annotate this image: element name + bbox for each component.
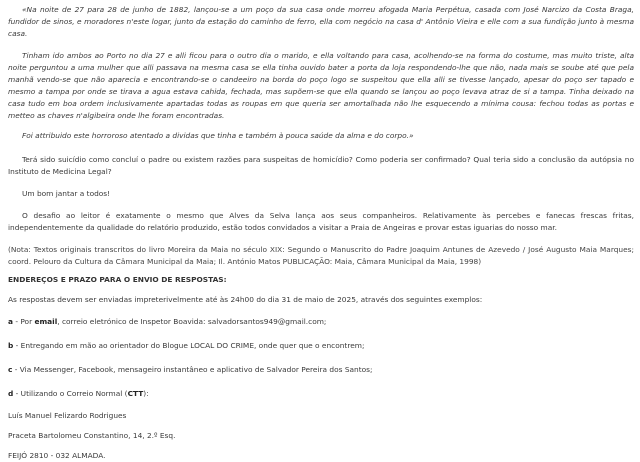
story-paragraph-1: «Na noite de 27 para 28 de junho de 1882, lançou-se a um poço da sua casa onde morreu afogada Maria Perpétua, casada com José Narcizo da Costa Braga, fundidor de sinos, e moradores n'este logar, junto da estação do caminho de ferro, ella com negócio na casa d' Antônio Vieira e elle com a sua fundição junto à mesma casa.: [8, 5, 634, 38]
greeting: Um bom jantar a todos!: [22, 189, 111, 198]
option-b-text: - Entregando em mão ao orientador do Blogue LOCAL DO CRIME, onde quer que o encontrem;: [13, 341, 365, 350]
option-d: [8, 388, 634, 400]
option-c: [8, 364, 634, 376]
challenge-paragraph: O desafio ao leitor é exatamente o mesmo que Alves da Selva lança aos seus companheiros. Relativamente às percebes e fanecas frescas fritas, independentemente da qualidade do relatório produzido, estão todos convidados a visitar a Praia de Angeiras e provar estas iguarias do nosso mar.: [8, 211, 634, 232]
option-b-letter: b: [8, 341, 14, 350]
question-paragraph: Terá sido suicídio como concluí o padre ou existem razões para suspeitas de homicídio? Como poderia ser confirmado? Qual teria sido a conclusão da autópsia no Instituto de Medicina Legal?: [8, 155, 634, 176]
option-a-letter: a: [8, 317, 13, 326]
option-d-post: ):: [143, 389, 149, 398]
option-d-pre: - Utilizando o Correio Normal (: [13, 389, 128, 398]
option-d-letter: d: [8, 389, 14, 398]
source-note: (Nota: Textos originais transcritos do livro Moreira da Maia no século XIX: Segundo o Manuscrito do Padre Joaquim Antunes de Azevedo / José Augusto Maia Marques; coord. Pelouro da Cultura da Câmara Municipal da Maia; Il. António Matos PUBLICAÇÃO: Maia, Câmara Municipal da Maia, 1998): [8, 245, 634, 266]
option-b: [8, 340, 634, 352]
address-name: Luís Manuel Felizardo Rodrigues: [8, 411, 127, 420]
blog-post-body: [0, 4, 640, 458]
story-paragraph-3: Foi attribuido este horroroso atentado a dividas que tinha e também à pouca saúde da alma e do corpo.»: [22, 131, 414, 140]
option-a-email-text[interactable]: , correio eletrónico de Inspetor Boavida: salvadorsantos949@gmail.com;: [57, 317, 327, 326]
submission-intro: As respostas devem ser enviadas impreterivelmente até às 24h00 do dia 31 de maio de 2025, através dos seguintes exemplos:: [8, 295, 483, 304]
option-a: [8, 316, 634, 328]
option-d-ctt: CTT: [127, 389, 144, 398]
option-a-email-word: email: [34, 317, 58, 326]
address-street: Praceta Bartolomeu Constantino, 14, 2.º Esq.: [8, 431, 176, 440]
address-city: FEIJÓ 2810 - 032 ALMADA.: [8, 451, 106, 460]
story-paragraph-2: Tinham ido ambos ao Porto no dia 27 e alli ficou para o outro dia o marido, e ella voltando para casa, acolhendo-se na forma do costume, mas muito triste, alta noite perguntou a uma mulher que alli passava na mesma casa se ella tinha ouvido bater a porta da loja respondendo-lhe que não, nada mais se soube até que pela manhã vendo-se que não aparecia e encontrando-se o candeeiro na borda do poço logo se suspeitou que ella alli se tivesse lançado, apesar do poço ser tapado e mesmo a tampa por onde se tirava a agua estava cahida, fechada, mas supõem-se que ella quando se lançou ao poço levava atraz de si a tampa. Tinha deixado na casa tudo em boa ordem inclusivamente apartadas todas as roupas em que queria ser amortalhada não lhe esquecendo a mínima cousa: fechou todas as portas e metteo as chaves n'algibeira onde lhe foram encontradas.: [8, 51, 634, 120]
option-a-pre: - Por: [13, 317, 35, 326]
option-c-text: - Via Messenger, Facebook, mensageiro instantâneo e aplicativo de Salvador Pereira dos Santos;: [12, 365, 373, 374]
option-c-letter: c: [8, 365, 13, 374]
submission-heading: ENDEREÇOS E PRAZO PARA O ENVIO DE RESPOSTAS:: [8, 275, 227, 284]
